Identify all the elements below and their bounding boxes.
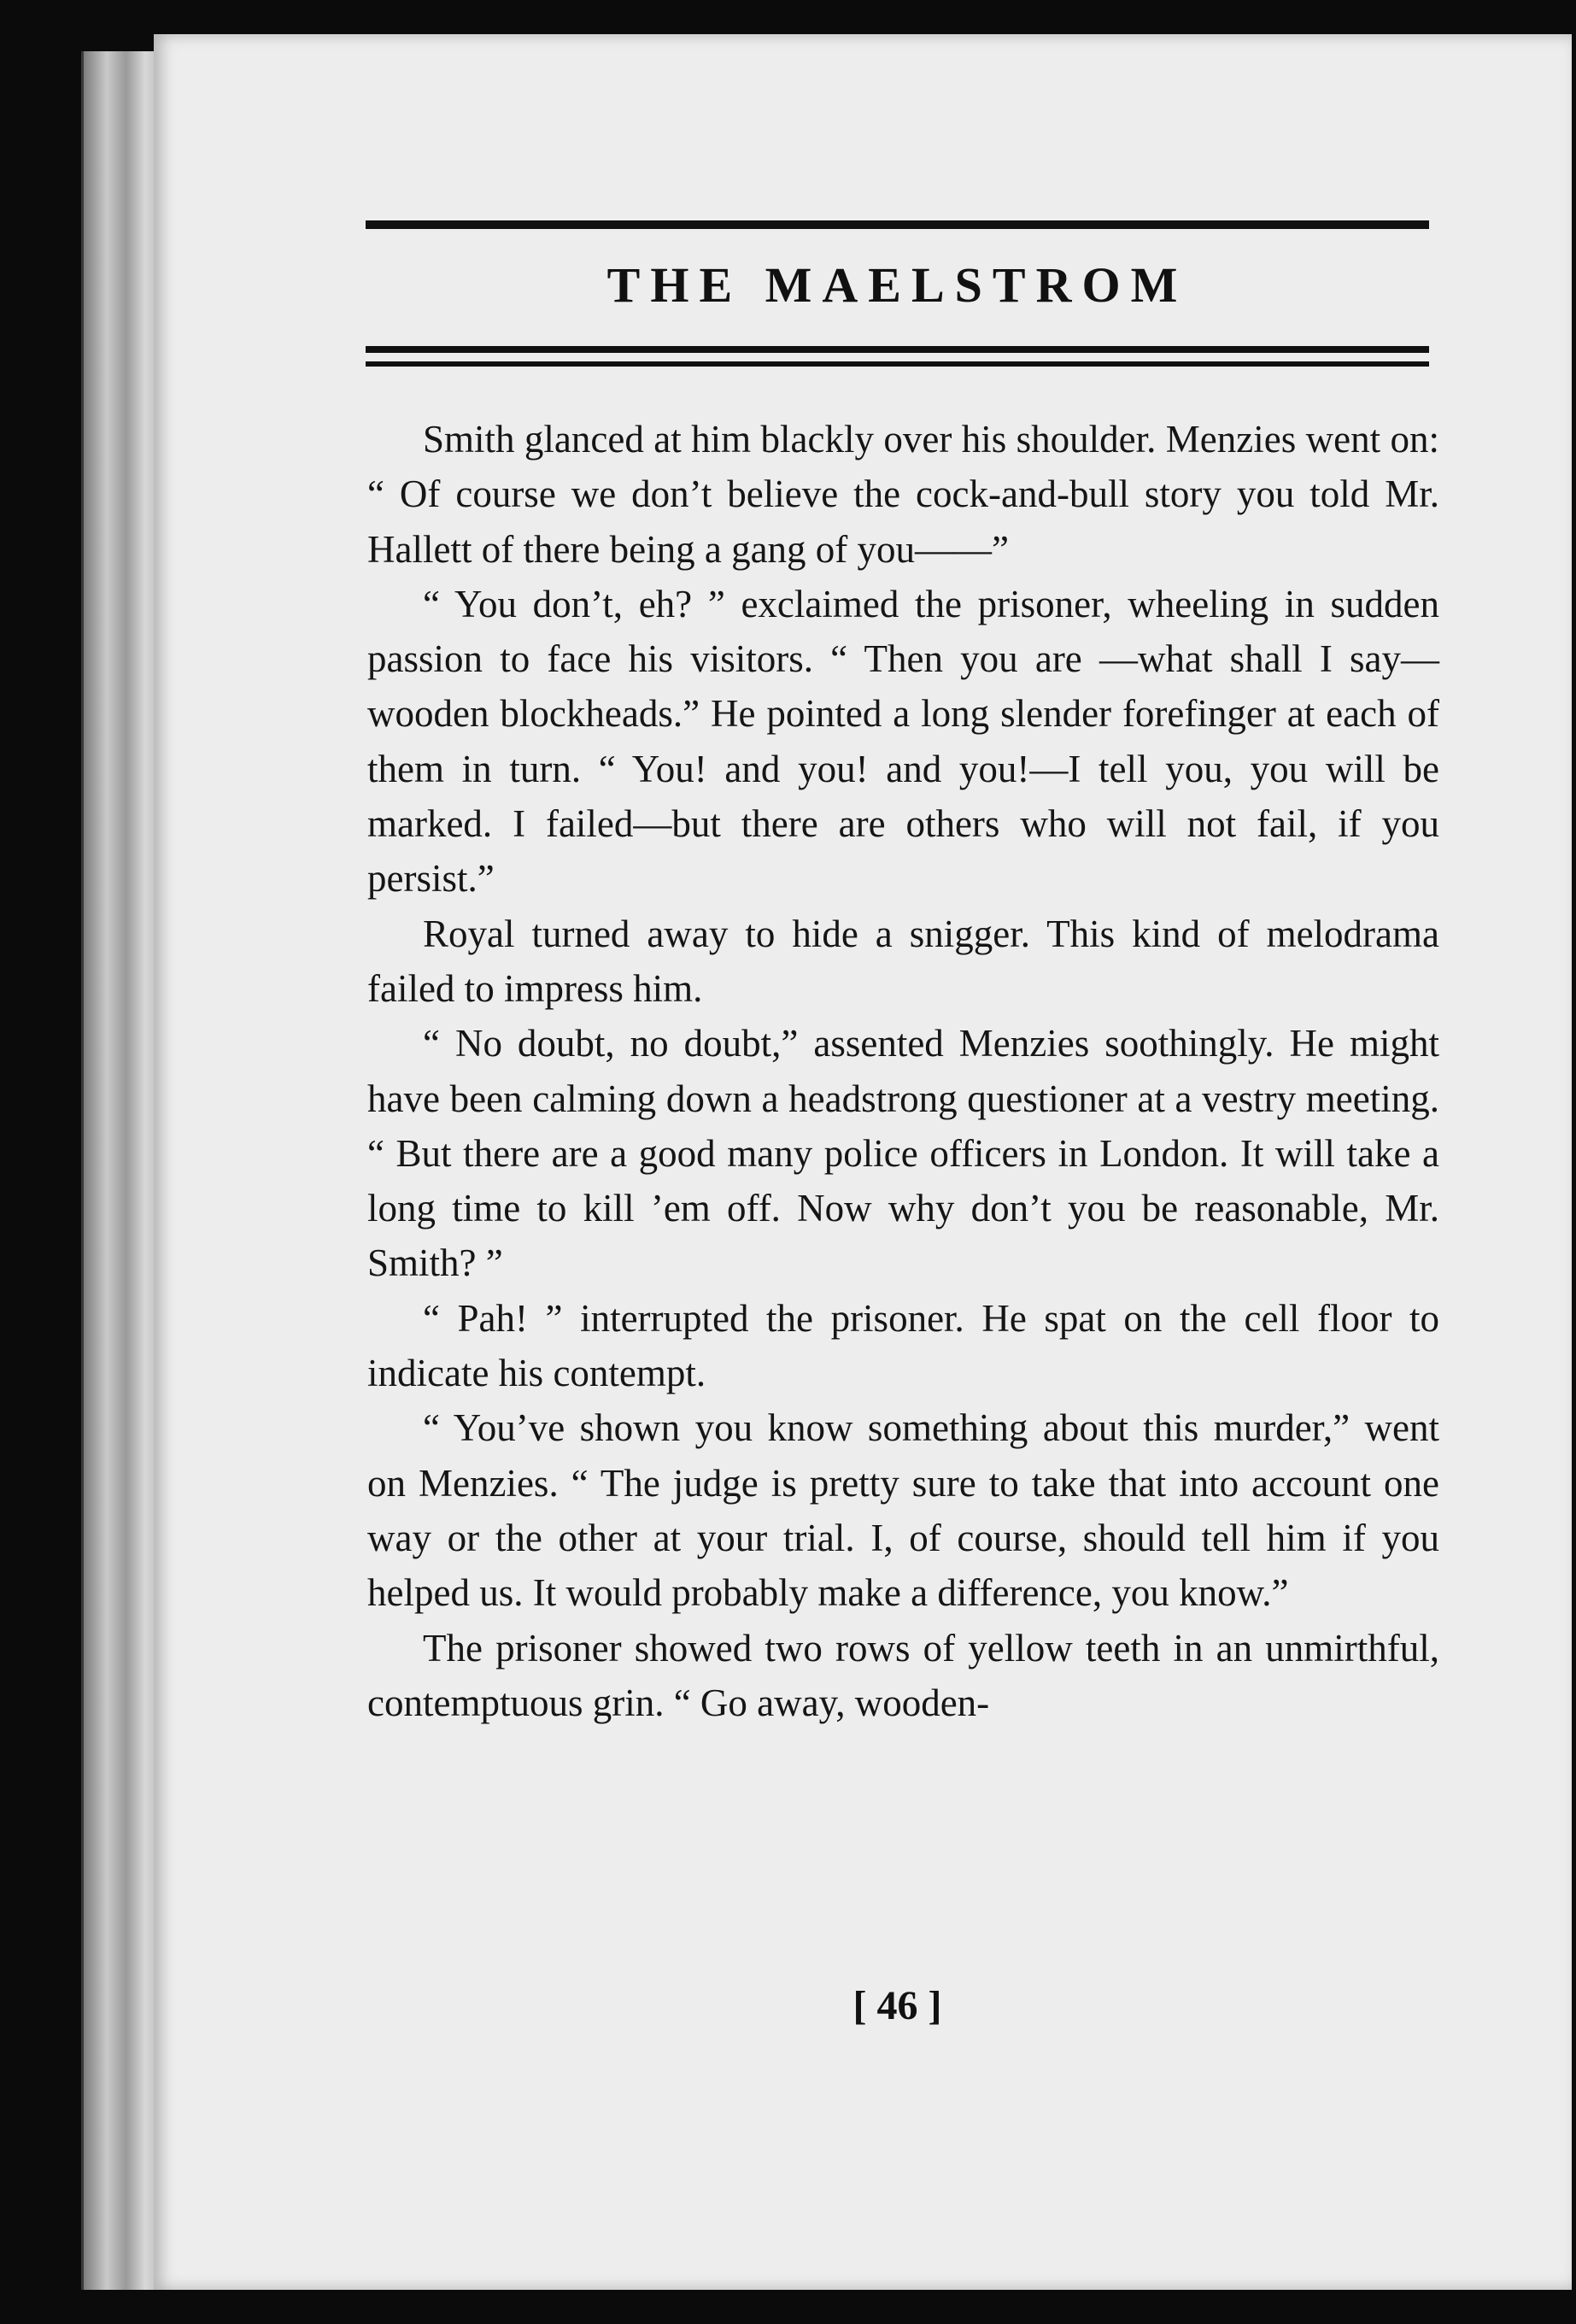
header-rule-top: [366, 220, 1429, 229]
paragraph: “ No doubt, no doubt,” assented Menzies soothingly. He might have been calming down a headstrong questioner at a vestry meeting. “ But there are a good many police officers in London. It will take a long time to kill ’em off. Now why don’t you be reasonable, Mr. Smith? ”: [367, 1022, 1439, 1285]
paragraph: Royal turned away to hide a snigger. This kind of melodrama failed to impress him.: [367, 912, 1439, 1010]
paragraph: The prisoner showed two rows of yellow teeth in an unmirthful, contemptuous grin. “ Go away, wooden-: [367, 1626, 1439, 1724]
paragraph: Smith glanced at him blackly over his shoulder. Menzies went on: “ Of course we don’t believe the cock-and-bull story you told Mr. Hallett of there being a gang of you——”: [367, 418, 1439, 571]
paragraph: “ Pah! ” interrupted the prisoner. He spat on the cell floor to indicate his contempt.: [367, 1296, 1439, 1395]
page-number: [ 46 ]: [852, 1983, 942, 2028]
running-head: THE MAELSTROM: [606, 257, 1188, 313]
book-spine-edge: [81, 51, 161, 2290]
paragraph: “ You’ve shown you know something about this murder,” went on Menzies. “ The judge is pretty sure to take that into account one way or the other at your trial. I, of course, should tell him if you helped us. It would probably make a difference, you know.”: [367, 1406, 1439, 1615]
body-text: [367, 412, 1439, 1730]
paragraph: “ You don’t, eh? ” exclaimed the prisoner, wheeling in sudden passion to face his visitors. “ Then you are —what shall I say—wooden blockheads.” He pointed a long slender forefinger at each of them in turn. “ You! and you! and you!—I tell you, you will be marked. I failed—but there are others who will not fail, if you persist.”: [367, 582, 1439, 901]
header-rule-bottom-1: [366, 346, 1429, 353]
header-rule-bottom-2: [366, 361, 1429, 367]
